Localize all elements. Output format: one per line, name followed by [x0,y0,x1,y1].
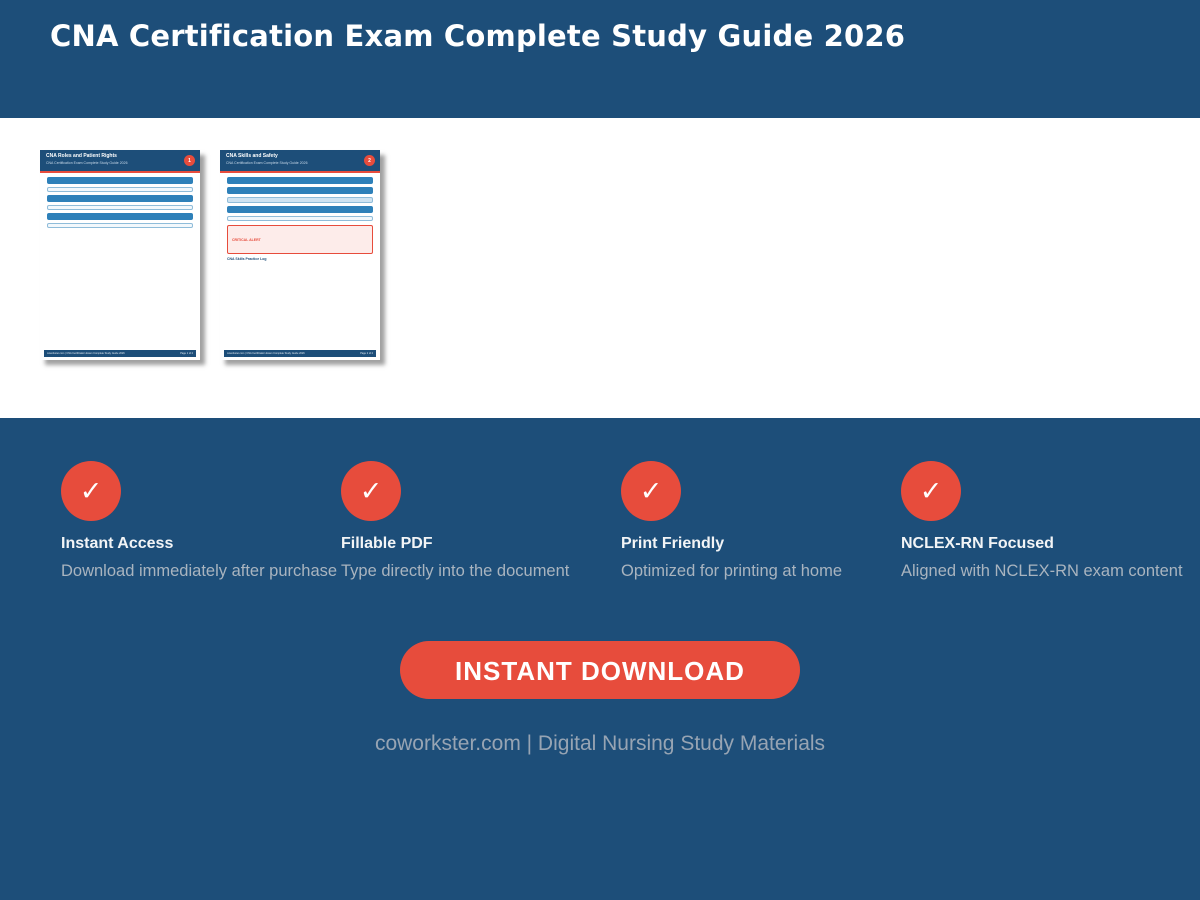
placeholder-bar [47,213,193,220]
content-placeholder-bars [220,173,380,221]
check-circle [341,461,401,521]
check-circle [901,461,961,521]
thumbnail-2-subtitle: CNA Certification Exam Complete Study Guide 2026 [226,161,308,165]
document-thumbnail-1[interactable] [40,150,200,360]
thumbnail-1-subtitle: CNA Certification Exam Complete Study Guide 2026 [46,161,128,165]
critical-alert-box [227,225,373,254]
placeholder-bar [227,177,373,184]
thumbnail-1-header [40,150,200,171]
document-thumbnail-2[interactable] [220,150,380,360]
page-title: CNA Certification Exam Complete Study Guide 2026 [50,19,906,53]
feature-fillable-pdf [341,461,621,581]
thumbnail-1-title: CNA Roles and Patient Rights [46,153,117,159]
feature-description: Aligned with NCLEX-RN exam content [901,562,1183,580]
check-icon: ✓ [919,475,943,506]
critical-alert-label: CRITICAL ALERT [232,238,261,242]
feature-description: Download immediately after purchase [61,562,338,580]
main-section [0,418,1200,900]
thumbnail-footer-right: Page 1 of 2 [180,352,193,355]
features-row [0,461,1200,581]
placeholder-bar [47,195,193,202]
feature-title: Print Friendly [621,535,725,552]
placeholder-bar [47,205,193,210]
thumbnail-1-footer [44,350,196,357]
practice-log-label: CNA Skills Practice Log [227,257,267,261]
feature-title: NCLEX-RN Focused [901,535,1054,552]
feature-nclex-focused [901,461,1181,581]
placeholder-bar [227,197,373,203]
feature-title: Instant Access [61,535,174,552]
placeholder-bar [47,187,193,192]
thumbnail-2-footer [224,350,376,357]
thumbnail-footer-left: coworkster.com | CNA Certification Exam Complete Study Guide 2026 [227,352,305,355]
placeholder-bar [227,187,373,194]
feature-description: Type directly into the document [341,562,570,580]
check-icon: ✓ [359,475,383,506]
check-icon: ✓ [79,475,103,506]
feature-print-friendly [621,461,901,581]
instant-download-button[interactable]: INSTANT DOWNLOAD [400,641,800,699]
thumbnail-2-title: CNA Skills and Safety [226,153,278,159]
content-placeholder-bars [40,173,200,228]
placeholder-bar [47,223,193,228]
feature-instant-access [61,461,341,581]
feature-description: Optimized for printing at home [621,562,843,580]
check-circle [61,461,121,521]
feature-title: Fillable PDF [341,535,433,552]
page-number-badge: 1 [184,155,195,166]
site-footer-text: coworkster.com | Digital Nursing Study Materials [374,732,826,755]
placeholder-bar [227,206,373,213]
check-circle [621,461,681,521]
placeholder-bar [47,177,193,184]
check-icon: ✓ [639,475,663,506]
page-number-badge: 2 [364,155,375,166]
cta-container [0,641,1200,699]
placeholder-bar [227,216,373,221]
thumbnail-footer-left: coworkster.com | CNA Certification Exam Complete Study Guide 2026 [47,352,125,355]
thumbnail-2-header [220,150,380,171]
header-band [0,0,1200,118]
preview-section [0,118,1200,418]
thumbnail-footer-right: Page 2 of 2 [360,352,373,355]
